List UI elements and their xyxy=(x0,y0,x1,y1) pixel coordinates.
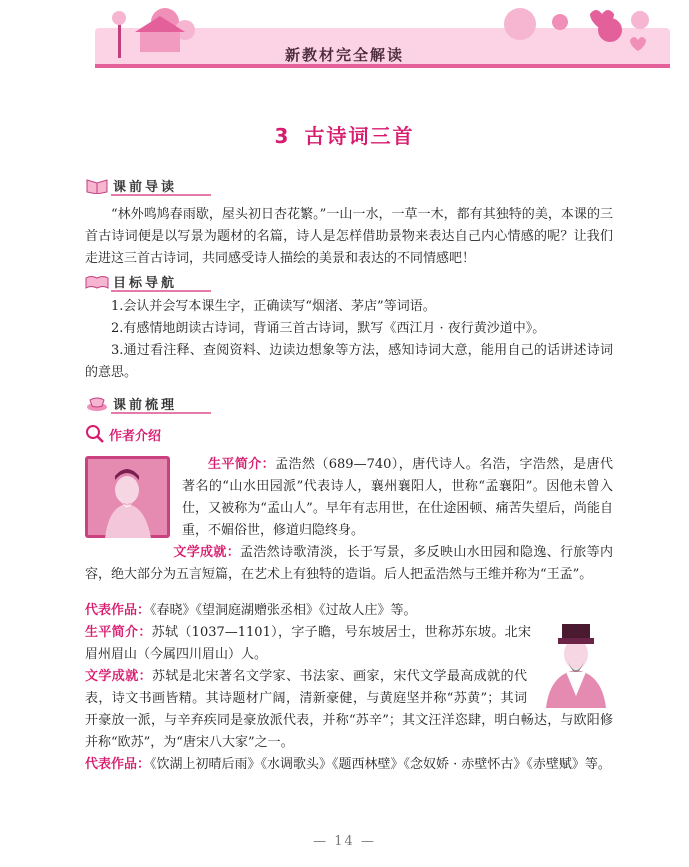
su-life-text: 苏轼（1037—1101），字子瞻，号东坡居士，世称苏东坡。北宋眉州眉山（今属四川眉山）人。 xyxy=(85,625,531,662)
header-decoration-icon xyxy=(0,0,689,80)
goal-item-1: 1.会认并会写本课生字，正确读写“烟渚、茅店”等词语。 xyxy=(111,299,436,314)
meng-ach-text: 孟浩然诗歌清淡，长于写景，多反映山水田园和隐逸、行旅等内容，绝大部分为五言短篇，在艺术上有独特的造诣。后人把孟浩然与王维并称为“王孟”。 xyxy=(85,545,613,582)
section-review-heading xyxy=(85,392,177,414)
su-ach-label: 文学成就： xyxy=(85,669,153,684)
su-life xyxy=(85,622,531,666)
divider xyxy=(111,194,211,196)
goal-item-3: 3.通过看注释、查阅资料、边读边想象等方法，感知诗词大意，能用自己的话讲述诗词的意思。 xyxy=(85,343,613,380)
meng-works xyxy=(85,600,613,622)
page-number: — 14 — xyxy=(313,834,376,849)
su-life-label: 生平简介： xyxy=(85,625,152,640)
meng-haoran-portrait xyxy=(85,456,170,538)
goal-item-2: 2.有感情地朗读古诗词，背诵三首古诗词，默写《西江月 · 夜行黄沙道中》。 xyxy=(111,321,546,336)
book-title: 新教材完全解读 xyxy=(284,46,404,64)
su-shi-portrait xyxy=(538,616,614,708)
meng-life-text: 孟浩然（689—740），唐代诗人。名浩，字浩然，是唐代著名的“山水田园派”代表诗人，襄州襄阳人，世称“孟襄阳”。因他未曾入仕，又被称为“孟山人”。早年有志用世，在仕途困顿、痛苦失望后，尚能自重，不媚俗世，修道归隐终身。 xyxy=(182,457,613,538)
chapter-title xyxy=(0,120,689,149)
chapter-number: 3 xyxy=(274,124,291,148)
meng-life-label: 生平简介： xyxy=(208,457,276,472)
author-intro-label: 作者介绍 xyxy=(109,428,162,444)
section-goals-label: 目标导航 xyxy=(113,275,178,291)
chapter-name: 古诗词三首 xyxy=(304,124,415,148)
su-ach-text: 苏轼是北宋著名文学家、书法家、画家，宋代文学最高成就的代表，诗文书画皆精。其诗题材广阔，清新豪健，与黄庭坚并称“苏黄”；其词开豪放一派，与辛弃疾同是豪放派代表，并称“苏辛”；其文汪洋恣肆，明白畅达，与欧阳修并称“欧苏”，为“唐宋八大家”之一。 xyxy=(85,669,613,750)
su-achievement xyxy=(85,666,613,754)
meng-achievement xyxy=(85,542,613,586)
cup-icon xyxy=(85,394,109,412)
magnifier-icon xyxy=(85,424,105,444)
meng-ach-label: 文学成就： xyxy=(173,545,241,560)
meng-works-label: 代表作品： xyxy=(85,603,151,618)
section-intro-label: 课前导读 xyxy=(113,179,178,195)
open-book-icon xyxy=(85,272,109,290)
book-icon xyxy=(85,176,109,194)
portrait-icon xyxy=(85,456,170,538)
section-goals-heading xyxy=(85,270,177,292)
su-works-label: 代表作品： xyxy=(85,757,151,772)
su-works-text: 《饮湖上初晴后雨》《水调歌头》《题西林壁》《念奴娇 · 赤壁怀古》《赤壁赋》等。 xyxy=(150,757,611,772)
portrait-icon xyxy=(538,616,614,708)
author-intro-heading xyxy=(85,424,161,444)
divider xyxy=(111,412,211,414)
section-review-label: 课前梳理 xyxy=(113,397,178,413)
section-intro-heading xyxy=(85,174,177,196)
su-works xyxy=(85,754,613,776)
intro-paragraph: “林外鸣鸠春雨歇，屋头初日杏花繁。”一山一水，一草一木，都有其独特的美，本课的三首古诗词便是以写景为题材的名篇，诗人是怎样借助景物来表达自己内心情感的呢？让我们走进这三首古诗词，共同感受诗人描绘的美景和表达的不同情感吧！ xyxy=(85,207,613,266)
page-header xyxy=(0,0,689,80)
divider xyxy=(111,290,211,292)
meng-life xyxy=(182,454,613,542)
meng-works-text: 《春晓》《望洞庭湖赠张丞相》《过故人庄》等。 xyxy=(150,603,417,618)
